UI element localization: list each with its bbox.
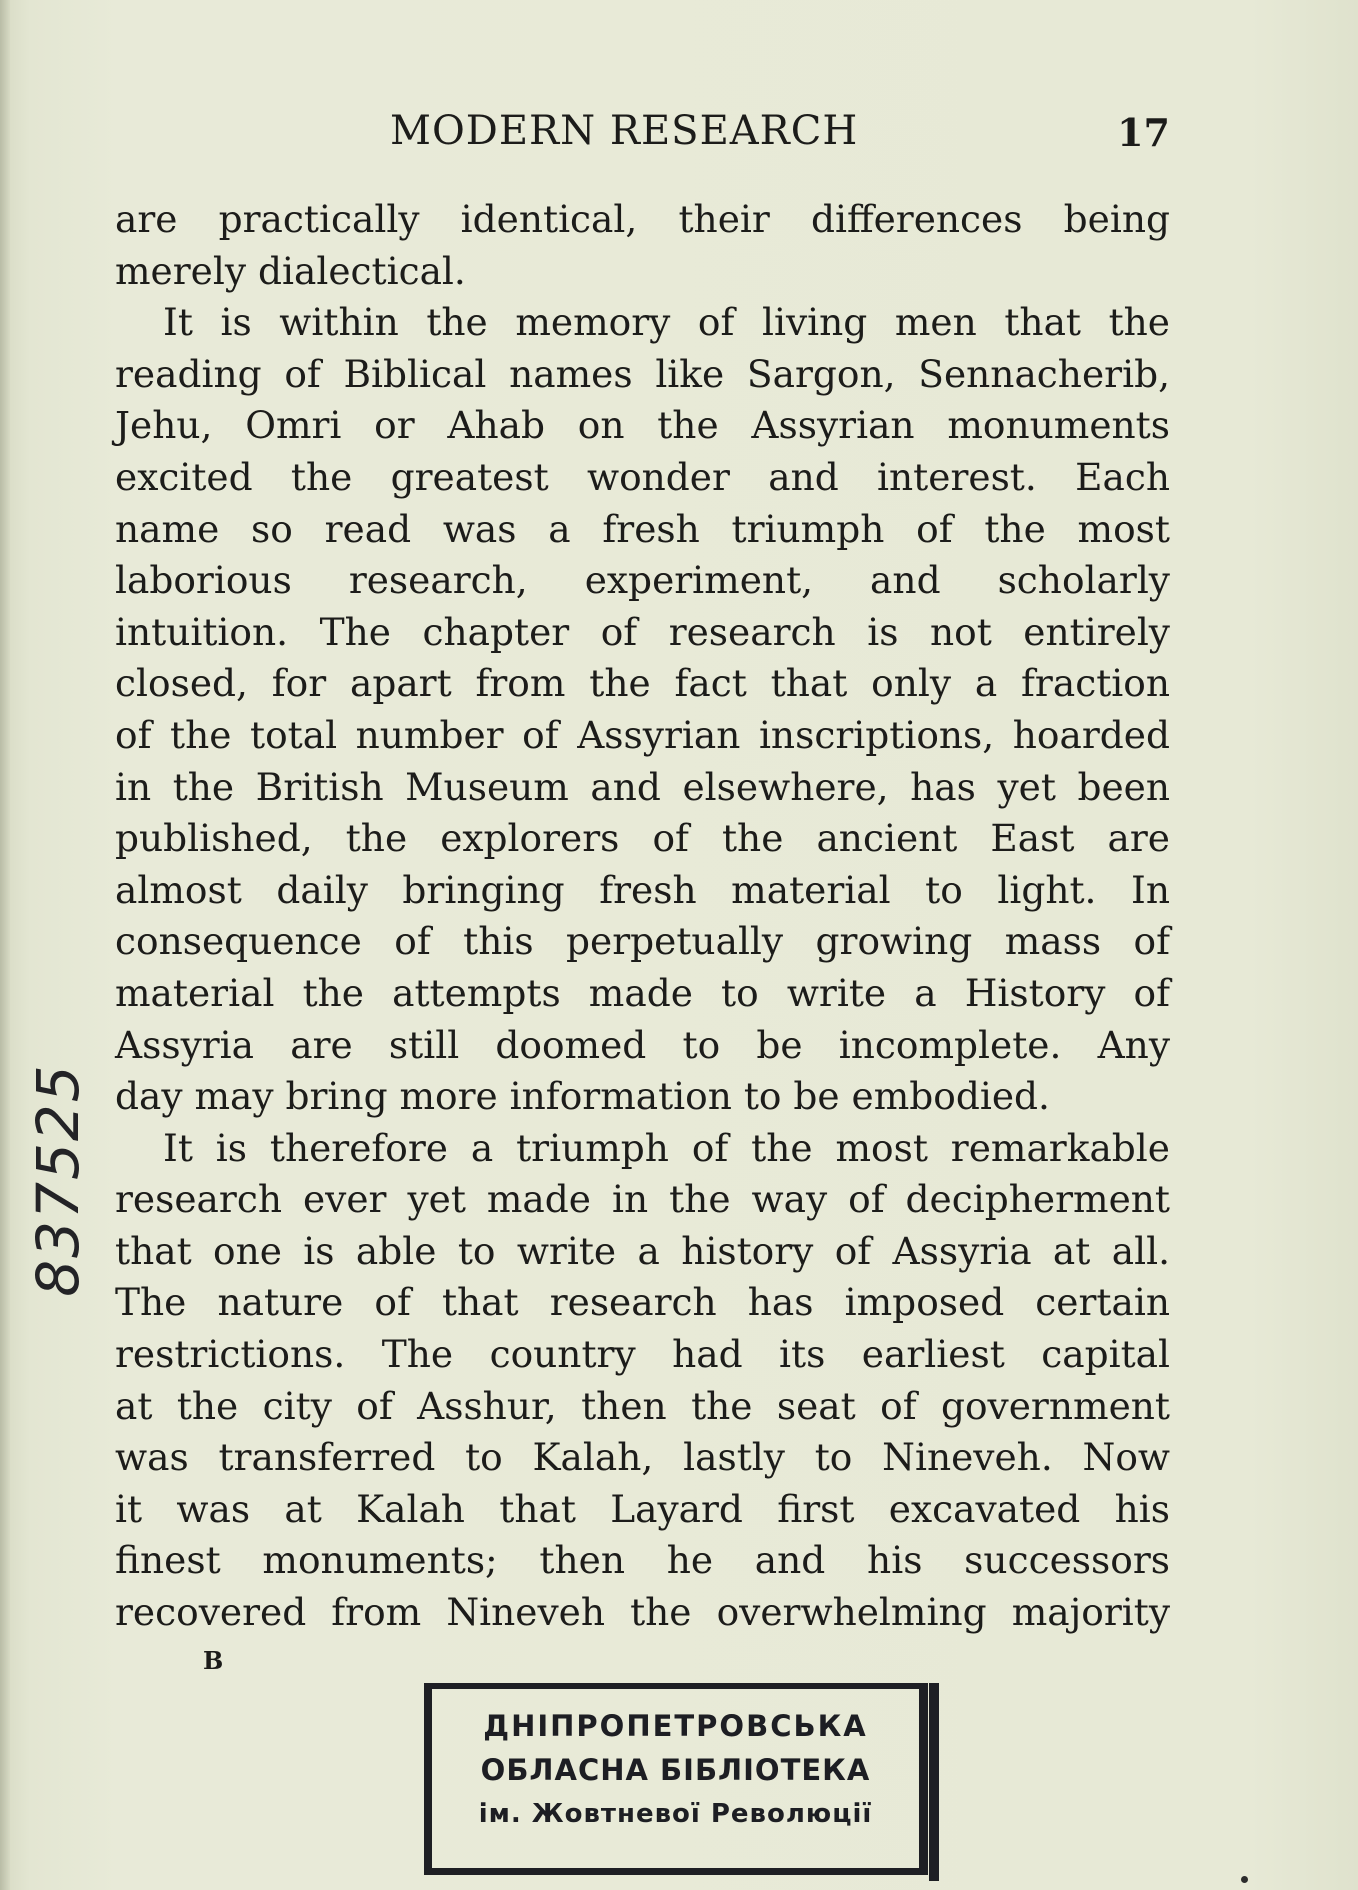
running-head: MODERN RESEARCH (390, 108, 859, 154)
text-line: research ever yet made in the way of decipherment (115, 1177, 1170, 1222)
body-text (115, 194, 1170, 1639)
text-line: The nature of that research has imposed certain (115, 1280, 1170, 1325)
ink-speck (1241, 1876, 1248, 1883)
text-line: Jehu, Omri or Ahab on the Assyrian monuments (115, 403, 1170, 448)
stamp-edge (929, 1683, 939, 1881)
text-line: of the total number of Assyrian inscriptions, hoarded (115, 712, 1170, 757)
stamp-line-1: ДНІПРОПЕТРОВСЬКА (483, 1709, 868, 1743)
stamp-line-3: ім. Жовтневої Революції (478, 1799, 873, 1829)
text-line: in the British Museum and elsewhere, has yet been (115, 764, 1170, 809)
handwritten-inventory-number: 837525 (24, 1063, 92, 1297)
text-line: merely dialectical. (115, 248, 466, 293)
text-line: it was at Kalah that Layard first excavated his (115, 1486, 1170, 1531)
text-line: excited the greatest wonder and interest. Each (115, 454, 1170, 499)
text-line: are practically identical, their differences being (115, 197, 1170, 241)
text-line: day may bring more information to be embodied. (115, 1074, 1050, 1119)
text-line: laborious research, experiment, and scholarly (115, 558, 1170, 603)
text-line: was transferred to Kalah, lastly to Nineveh. Now (115, 1435, 1170, 1480)
signature-mark: B (203, 1646, 224, 1675)
page-header (115, 108, 1170, 158)
page-number: 17 (1117, 110, 1170, 155)
text-line: that one is able to write a history of Assyria at all. (115, 1228, 1170, 1273)
stamp-line-2: ОБЛАСНА БІБЛІОТЕКА (480, 1753, 871, 1787)
text-line: material the attempts made to write a History of (115, 970, 1170, 1015)
text-line: recovered from Nineveh the overwhelming majority (115, 1590, 1170, 1635)
page-gutter-edge (0, 0, 10, 1890)
text-line: reading of Biblical names like Sargon, Sennacherib, (115, 351, 1170, 396)
library-stamp (424, 1683, 928, 1875)
text-line: at the city of Asshur, then the seat of government (115, 1383, 1170, 1428)
text-line: published, the explorers of the ancient East are (115, 816, 1170, 861)
text-line: It is within the memory of living men that the (163, 300, 1170, 345)
text-line: Assyria are still doomed to be incomplete. Any (115, 1022, 1170, 1067)
text-line: It is therefore a triumph of the most remarkable (163, 1125, 1170, 1170)
text-line: intuition. The chapter of research is not entirely (115, 609, 1170, 654)
text-line: closed, for apart from the fact that only a fraction (115, 661, 1170, 706)
text-line: consequence of this perpetually growing mass of (115, 919, 1170, 964)
text-line: restrictions. The country had its earliest capital (115, 1332, 1170, 1377)
text-line: almost daily bringing fresh material to light. In (115, 867, 1170, 912)
text-line: finest monuments; then he and his successors (115, 1538, 1170, 1583)
text-line: name so read was a fresh triumph of the most (115, 506, 1170, 551)
